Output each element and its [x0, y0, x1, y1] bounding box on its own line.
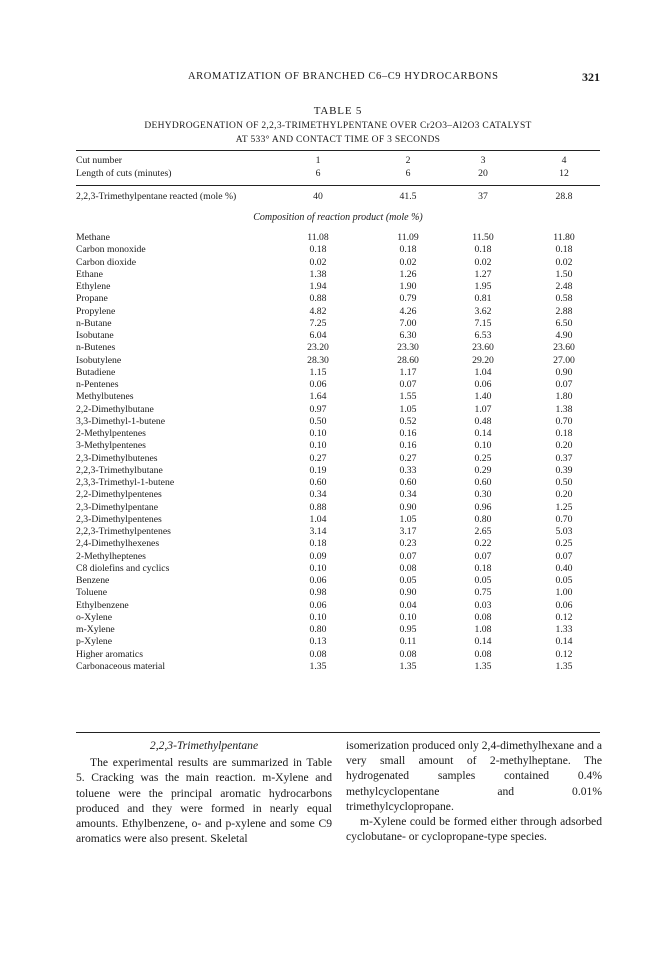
row-label: Propane — [76, 293, 108, 305]
cell: 0.29 — [474, 464, 492, 476]
cell: 0.18 — [399, 244, 417, 256]
table-row — [76, 489, 600, 501]
row-label: Propylene — [76, 305, 116, 317]
cell: 0.05 — [555, 575, 573, 586]
row-label: 3,3-Dimethyl-1-butene — [76, 415, 166, 427]
row-label: n-Butane — [76, 317, 112, 329]
cell: 2 — [405, 155, 411, 166]
cell: 0.04 — [399, 599, 417, 611]
cell: 27.00 — [553, 354, 575, 366]
row-label: 2,2,3-Trimethylpentenes — [76, 526, 171, 537]
cell: 1.35 — [309, 660, 327, 672]
cell: 0.34 — [399, 489, 417, 501]
table-label: TABLE 5 — [313, 105, 363, 117]
cell: 0.13 — [309, 636, 327, 648]
cell: 0.30 — [474, 489, 492, 501]
row-label: C8 diolefins and cyclics — [76, 562, 170, 574]
header-row-cut-number — [76, 154, 600, 167]
row-label: Cut number — [76, 155, 123, 166]
row-label: n-Butenes — [76, 342, 116, 354]
cell: 0.88 — [309, 293, 327, 305]
cell: 0.70 — [555, 513, 573, 525]
row-label: Ethylbenzene — [76, 599, 129, 611]
header-row-length — [76, 167, 600, 180]
cell: 37 — [478, 191, 488, 202]
header-divider-rule — [76, 185, 600, 186]
cell: 1.35 — [555, 660, 573, 672]
cell: 2.88 — [555, 305, 573, 317]
cell: 41.5 — [399, 191, 417, 202]
table-row — [76, 281, 600, 293]
cell: 7.15 — [474, 317, 492, 329]
cell: 0.81 — [474, 293, 492, 305]
cell: 29.20 — [472, 354, 494, 366]
cell: 0.34 — [309, 489, 327, 501]
cell: 0.27 — [309, 452, 327, 464]
table-row — [76, 367, 600, 379]
section-title: 2,2,3-Trimethylpentane — [149, 739, 259, 752]
cell: 1.26 — [399, 268, 417, 280]
cell: 1.05 — [399, 403, 417, 415]
row-label: 3-Methylpentenes — [76, 440, 146, 452]
paragraph-m-xylene: m-Xylene could be formed either through adsorbed cyclobutane- or cyclopropane-type species. — [346, 815, 602, 844]
table-row — [76, 526, 600, 538]
cell: 1.00 — [555, 587, 573, 599]
cell: 0.27 — [399, 452, 417, 464]
table-top-rule — [76, 150, 600, 151]
cell: 0.70 — [555, 415, 573, 427]
cell: 0.12 — [555, 611, 573, 623]
row-label: 2,3-Dimethylbutenes — [76, 452, 158, 464]
cell: 0.05 — [399, 575, 417, 586]
row-label: Butadiene — [76, 366, 116, 378]
table-caption — [76, 104, 600, 147]
cell: 28.8 — [555, 191, 573, 202]
cell: 0.90 — [555, 366, 573, 378]
table-caption-line-1: DEHYDROGENATION OF 2,2,3-TRIMETHYLPENTANE OVER Cr2O3–Al2O3 CATALYST — [144, 121, 532, 131]
cell: 0.80 — [309, 624, 327, 635]
cell: 0.06 — [309, 599, 327, 611]
cell: 1 — [315, 155, 321, 166]
cell: 28.30 — [307, 354, 329, 366]
row-label: Ethylene — [76, 281, 111, 292]
cell: 3.62 — [474, 305, 492, 317]
cell: 1.64 — [309, 391, 327, 403]
table-row — [76, 440, 600, 452]
cell: 6.50 — [555, 317, 573, 329]
cell: 0.05 — [474, 575, 492, 586]
table-row — [76, 612, 600, 624]
cell: 3 — [480, 155, 486, 166]
cell: 0.16 — [399, 440, 417, 452]
row-label: Ethane — [76, 268, 103, 280]
table-row — [76, 624, 600, 636]
cell: 0.02 — [309, 256, 327, 268]
cell: 11.50 — [472, 232, 494, 243]
table-row — [76, 404, 600, 416]
cell: 6 — [405, 168, 411, 179]
cell: 28.60 — [397, 354, 419, 366]
cell: 0.97 — [309, 403, 327, 415]
cell: 0.14 — [555, 636, 573, 648]
cell: 0.95 — [399, 624, 417, 635]
table-row — [76, 538, 600, 550]
cell: 1.80 — [555, 391, 573, 403]
cell: 1.04 — [474, 366, 492, 378]
cell: 0.07 — [474, 550, 492, 562]
cell: 0.60 — [399, 477, 417, 488]
cell: 1.17 — [399, 366, 417, 378]
cell: 0.25 — [474, 452, 492, 464]
cell: 1.35 — [474, 660, 492, 672]
cell: 6 — [315, 168, 321, 179]
cell: 0.48 — [474, 415, 492, 427]
row-label: 2,3-Dimethylpentane — [76, 501, 159, 513]
cell: 1.07 — [474, 403, 492, 415]
cell: 7.00 — [399, 317, 417, 329]
cell: 1.40 — [474, 391, 492, 403]
cell: 0.75 — [474, 587, 492, 599]
cell: 20 — [478, 168, 488, 179]
cell: 0.10 — [309, 428, 327, 439]
row-label: Methane — [76, 232, 110, 243]
cell: 0.39 — [555, 464, 573, 476]
cell: 0.18 — [555, 428, 573, 439]
row-label: 2,2,3-Trimethylpentane reacted (mole %) — [76, 191, 237, 202]
table-row — [76, 318, 600, 330]
cell: 0.50 — [555, 477, 573, 488]
table-row — [76, 514, 600, 526]
cell: 0.19 — [309, 464, 327, 476]
page-number: 321 — [582, 70, 600, 84]
row-label: 2,2,3-Trimethylbutane — [76, 464, 163, 476]
running-head — [76, 71, 600, 87]
row-label: 2,3-Dimethylpentenes — [76, 513, 162, 525]
cell: 0.10 — [399, 611, 417, 623]
table-row — [76, 355, 600, 367]
cell: 23.30 — [397, 342, 419, 354]
table-row — [76, 502, 600, 514]
table-row — [76, 330, 600, 342]
table-row — [76, 587, 600, 599]
row-label: m-Xylene — [76, 624, 115, 635]
paragraph-results: The experimental results are summarized in Table 5. Cracking was the main reaction. m-Xylene and toluene were the principal aromatic hydrocarbons produced and they were formed in nearly equal amounts. Ethylbenzene, o- and p-xylene and some C9 aromatics were also present. Skeletal — [76, 756, 332, 846]
cell: 0.08 — [474, 648, 492, 660]
cell: 2.48 — [555, 281, 573, 292]
cell: 0.18 — [555, 244, 573, 256]
cell: 0.14 — [474, 636, 492, 648]
cell: 0.23 — [399, 538, 417, 550]
cell: 0.60 — [309, 477, 327, 488]
row-label: Carbon monoxide — [76, 244, 146, 256]
cell: 40 — [313, 191, 323, 202]
cell: 6.53 — [474, 330, 492, 341]
row-label: p-Xylene — [76, 636, 113, 648]
cell: 0.79 — [399, 293, 417, 305]
cell: 0.10 — [309, 611, 327, 623]
cell: 0.98 — [309, 587, 327, 599]
table-row — [76, 563, 600, 575]
cell: 1.38 — [555, 403, 573, 415]
cell: 0.06 — [555, 599, 573, 611]
cell: 1.38 — [309, 268, 327, 280]
cell: 7.25 — [309, 317, 327, 329]
cell: 0.58 — [555, 293, 573, 305]
cell: 0.20 — [555, 440, 573, 452]
row-label: Carbon dioxide — [76, 256, 136, 268]
cell: 1.05 — [399, 513, 417, 525]
cell: 23.60 — [472, 342, 494, 354]
table-row — [76, 649, 600, 661]
table-bottom-rule — [76, 732, 600, 733]
cell: 4.26 — [399, 305, 417, 317]
cell: 0.40 — [555, 562, 573, 574]
cell: 3.17 — [399, 526, 417, 537]
cell: 0.52 — [399, 415, 417, 427]
row-label: Toluene — [76, 587, 108, 599]
cell: 0.10 — [474, 440, 492, 452]
cell: 6.04 — [309, 330, 327, 341]
cell: 0.90 — [399, 587, 417, 599]
row-label: Carbonaceous material — [76, 660, 166, 672]
cell: 0.18 — [474, 562, 492, 574]
cell: 11.08 — [307, 232, 329, 243]
table-row — [76, 391, 600, 403]
cell: 11.80 — [553, 232, 575, 243]
cell: 1.15 — [309, 366, 327, 378]
cell: 23.20 — [307, 342, 329, 354]
cell: 0.88 — [309, 501, 327, 513]
cell: 6.30 — [399, 330, 417, 341]
cell: 0.11 — [399, 636, 417, 648]
cell: 0.18 — [309, 244, 327, 256]
table-row — [76, 306, 600, 318]
composition-subheading: Composition of reaction product (mole %) — [253, 212, 423, 223]
cell: 0.02 — [399, 256, 417, 268]
table-row — [76, 416, 600, 428]
cell: 0.02 — [474, 256, 492, 268]
cell: 0.80 — [474, 513, 492, 525]
cell: 4.90 — [555, 330, 573, 341]
cell: 0.33 — [399, 464, 417, 476]
cell: 0.08 — [309, 648, 327, 660]
cell: 0.07 — [555, 379, 573, 390]
paragraph-isomerization: isomerization produced only 2,4-dimethylhexane and a very small amount of 2-methylheptane. The hydrogenated samples contained 0.4% methylcyclopentane and 0.01% trimethylcyclopropane. — [346, 739, 602, 813]
row-label: 2-Methylheptenes — [76, 550, 146, 562]
cell: 0.06 — [474, 379, 492, 390]
row-label: Isobutylene — [76, 354, 122, 366]
table-row — [76, 477, 600, 489]
table-row — [76, 269, 600, 281]
cell: 0.60 — [474, 477, 492, 488]
row-label: Length of cuts (minutes) — [76, 168, 172, 179]
cell: 0.12 — [555, 648, 573, 660]
cell: 0.06 — [309, 379, 327, 390]
cell: 0.08 — [474, 611, 492, 623]
table-row — [76, 661, 600, 673]
row-label: n-Pentenes — [76, 379, 119, 390]
reacted-row — [76, 190, 600, 203]
table-row — [76, 600, 600, 612]
cell: 3.14 — [309, 526, 327, 537]
row-label: 2-Methylpentenes — [76, 428, 146, 439]
cell: 0.07 — [399, 379, 417, 390]
cell: 4.82 — [309, 305, 327, 317]
cell: 0.20 — [555, 489, 573, 501]
cell: 0.07 — [555, 550, 573, 562]
cell: 0.18 — [309, 538, 327, 550]
cell: 12 — [559, 168, 569, 179]
table-row — [76, 428, 600, 440]
running-head-title: AROMATIZATION OF BRANCHED C6–C9 HYDROCARBONS — [188, 71, 499, 82]
table-row — [76, 342, 600, 354]
cell: 0.50 — [309, 415, 327, 427]
cell: 0.02 — [555, 256, 573, 268]
table-row — [76, 453, 600, 465]
cell: 1.55 — [399, 391, 417, 403]
cell: 0.96 — [474, 501, 492, 513]
cell: 1.95 — [474, 281, 492, 292]
row-label: Benzene — [76, 575, 110, 586]
composition-table-body — [76, 232, 600, 673]
table-row — [76, 293, 600, 305]
cell: 1.08 — [474, 624, 492, 635]
cell: 1.27 — [474, 268, 492, 280]
row-label: Higher aromatics — [76, 648, 143, 660]
cell: 23.60 — [553, 342, 575, 354]
row-label: o-Xylene — [76, 611, 113, 623]
table-caption-line-2: AT 533° AND CONTACT TIME OF 3 SECONDS — [235, 135, 441, 145]
cell: 0.22 — [474, 538, 492, 550]
cell: 0.90 — [399, 501, 417, 513]
table-row — [76, 465, 600, 477]
cell: 0.09 — [309, 550, 327, 562]
table-row — [76, 379, 600, 391]
cell: 0.37 — [555, 452, 573, 464]
cell: 0.10 — [309, 440, 327, 452]
row-label: 2,4-Dimethylhexenes — [76, 538, 160, 550]
cell: 1.50 — [555, 268, 573, 280]
cell: 4 — [561, 155, 567, 166]
reacted-row-block — [76, 190, 600, 203]
row-label: 2,3,3-Trimethyl-1-butene — [76, 477, 175, 488]
row-label: Isobutane — [76, 330, 114, 341]
table-row — [76, 551, 600, 563]
left-column — [76, 738, 332, 846]
row-label: 2,2-Dimethylpentenes — [76, 489, 162, 501]
table-row — [76, 232, 600, 244]
cell: 5.03 — [555, 526, 573, 537]
cell: 1.04 — [309, 513, 327, 525]
cell: 2.65 — [474, 526, 492, 537]
table-row — [76, 636, 600, 648]
table-row — [76, 575, 600, 587]
table-header — [76, 154, 600, 180]
cell: 0.14 — [474, 428, 492, 439]
right-column — [346, 738, 602, 844]
cell: 0.03 — [474, 599, 492, 611]
cell: 0.08 — [399, 562, 417, 574]
cell: 0.08 — [399, 648, 417, 660]
cell: 0.06 — [309, 575, 327, 586]
cell: 1.90 — [399, 281, 417, 292]
row-label: 2,2-Dimethylbutane — [76, 403, 154, 415]
cell: 0.25 — [555, 538, 573, 550]
table-row — [76, 244, 600, 256]
cell: 11.09 — [397, 232, 419, 243]
table-row — [76, 257, 600, 269]
row-label: Methylbutenes — [76, 391, 134, 403]
cell: 0.07 — [399, 550, 417, 562]
cell: 0.16 — [399, 428, 417, 439]
cell: 1.94 — [309, 281, 327, 292]
cell: 0.10 — [309, 562, 327, 574]
cell: 0.18 — [474, 244, 492, 256]
cell: 1.35 — [399, 660, 417, 672]
cell: 1.33 — [555, 624, 573, 635]
cell: 1.25 — [555, 501, 573, 513]
